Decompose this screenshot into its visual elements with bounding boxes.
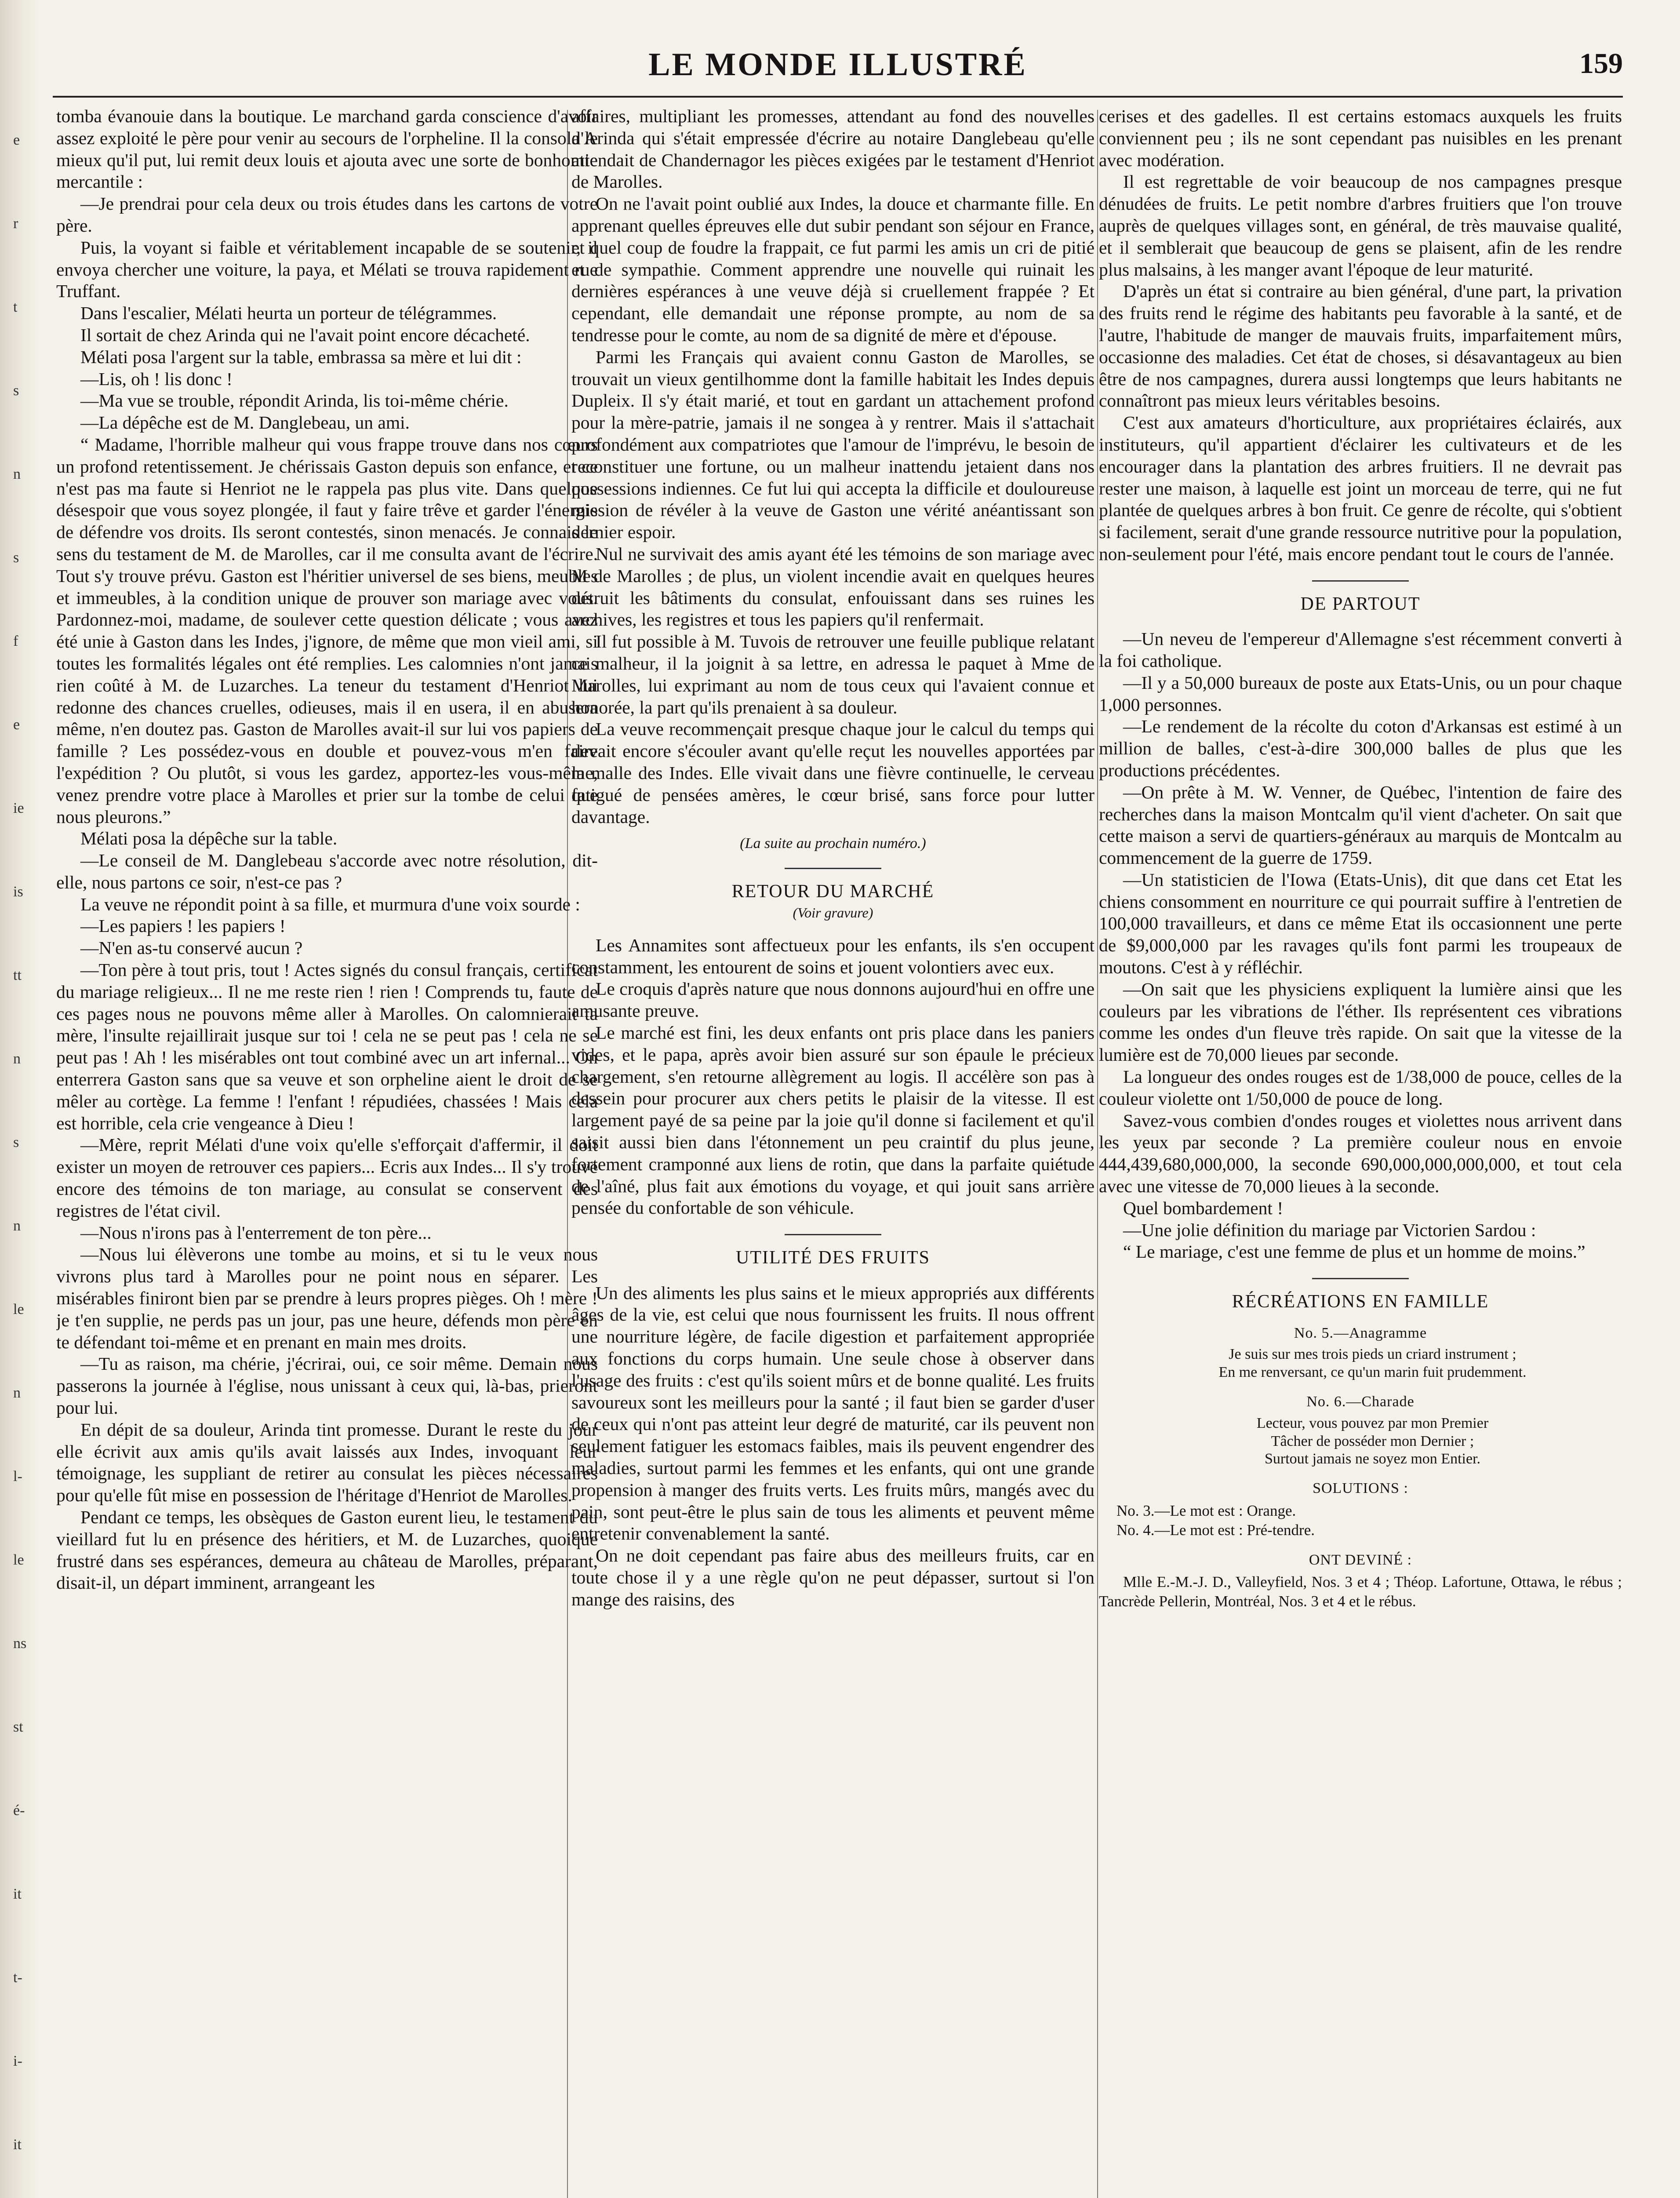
- continued-note: (La suite au prochain numéro.): [740, 835, 926, 852]
- column-separator: [1097, 110, 1098, 2198]
- column-3: [1099, 106, 1622, 2198]
- story-paragraph: —Le conseil de M. Danglebeau s'accorde avec notre résolution, dit-elle, nous partons ce soir, n'est-ce pas ?: [56, 850, 598, 892]
- story-paragraph: —Tu as raison, ma chérie, j'écrirai, oui, ce soir même. Demain nous passerons la journée à l'église, nous unissant à ceux qui, là-bas, prieront pour lui.: [56, 1354, 598, 1418]
- news-item: La longueur des ondes rouges est de 1/38,000 de pouce, celles de la couleur violette ont 1/50,000 de pouce de long.: [1099, 1066, 1622, 1109]
- article-paragraph: Le croquis d'après nature que nous donnons aujourd'hui en offre une amusante preuve.: [571, 979, 1095, 1021]
- margin-fragment: l-: [13, 1468, 22, 1485]
- article-paragraph: cerises et des gadelles. Il est certains estomacs auxquels les fruits conviennent peu ; ils ne sont cependant pas nuisibles en les prenant avec modération.: [1099, 106, 1622, 170]
- solution-line: No. 3.—Le mot est : Orange.: [1116, 1502, 1296, 1519]
- margin-fragment: it: [13, 1886, 22, 1902]
- puzzle-line: Lecteur, vous pouvez par mon Premier: [1256, 1415, 1489, 1431]
- section-title-marche: RETOUR DU MARCHÉ: [731, 881, 935, 902]
- margin-fragment: t: [13, 299, 18, 315]
- margin-fragment: i-: [13, 2053, 22, 2069]
- story-paragraph: tomba évanouie dans la boutique. Le marchand garda conscience d'avoir assez exploité le père pour venir au secours de l'orpheline. Il la consola le mieux qu'il put, lui remit deux louis et ajouta avec une sorte de bonhomie mercantile :: [56, 106, 598, 192]
- news-item: —Un statisticien de l'Iowa (Etats-Unis), dit que dans cet Etat les chiens consomment en nourriture ce qui pourrait suffire à l'entretien de 100,000 travailleurs, et dans ce même Etat ils occasionnent une perte de $9,000,000 par les ravages qu'ils font parmi les troupeaux de moutons. C'est à y réfléchir.: [1099, 869, 1622, 978]
- article-paragraph: C'est aux amateurs d'horticulture, aux propriétaires éclairés, aux instituteurs, qu'il appartient d'éclairer les cultivateurs et de les encourager dans la plantation des arbres fruitiers. Il ne devrait pas rester une maison, à laquelle est joint un morceau de terre, qui ne fut plantée de quelques arbres à bon fruit. Ce genre de récolte, qui s'obtient si facilement, serait d'une grande ressource nutritive pour la population, non-seulement pour l'été, mais encore pendant tout le cours de l'année.: [1099, 412, 1622, 564]
- news-item: Quel bombardement !: [1123, 1197, 1284, 1218]
- news-item: —Il y a 50,000 bureaux de poste aux Etats-Unis, ou un pour chaque 1,000 personnes.: [1099, 672, 1622, 715]
- margin-fragment: e: [13, 717, 20, 733]
- solution-line: No. 4.—Le mot est : Pré-tendre.: [1116, 1521, 1315, 1539]
- margin-fragment: r: [13, 215, 18, 232]
- story-paragraph: —Nous lui élèverons une tombe au moins, et si tu le veux nous vivrons plus tard à Marolles pour ne point nous en séparer. Les misérables finiront bien par se prendre à leurs propres pièges. Oh ! mère ! je t'en supplie, ne perds pas un jour, pas une heure, défends mon père en te défendant toi-même et en prenant en main mes droits.: [56, 1244, 598, 1352]
- story-paragraph: —Mère, reprit Mélati d'une voix qu'elle s'efforçait d'affermir, il doit exister un moyen de retrouver ces papiers... Ecris aux Indes... Il s'y trouve encore des témoins de ton mariage, au consulat se conservent des registres de l'état civil.: [56, 1135, 598, 1221]
- column-2: [571, 106, 1095, 2198]
- section-divider: [1312, 1278, 1409, 1279]
- article-paragraph: Il est regrettable de voir beaucoup de nos campagnes presque dénudées de fruits. Le petit nombre d'arbres fruitiers que l'on trouve auprès de quelques villages sont, en général, de très mauvaise qualité, et il semblerait que beaucoup de gens se plaisent, afin de les rendre plus malsains, à les manger avant l'époque de leur maturité.: [1099, 171, 1622, 280]
- puzzle-heading: No. 5.—Anagramme: [1294, 1325, 1427, 1341]
- margin-fragment: le: [13, 1301, 24, 1317]
- header-rule: [53, 96, 1623, 98]
- puzzle-line: Tâcher de posséder mon Dernier ;: [1271, 1433, 1474, 1449]
- margin-fragment: ie: [13, 800, 24, 816]
- story-paragraph: En dépit de sa douleur, Arinda tint promesse. Durant le reste du jour elle écrivit aux amis qu'ils avait laissés aux Indes, invoquant leur témoignage, les suppliant de retirer au consulat les pièces nécessaires pour qu'elle fût mise en possession de l'héritage d'Henriot de Marolles.: [56, 1419, 598, 1506]
- page-edge-bleed: [0, 0, 40, 2198]
- section-title-recreations: RÉCRÉATIONS EN FAMILLE: [1232, 1292, 1489, 1312]
- story-paragraph: La veuve ne répondit point à sa fille, et murmura d'une voix sourde :: [80, 894, 580, 914]
- margin-fragment: le: [13, 1552, 24, 1568]
- margin-fragment: f: [13, 633, 18, 649]
- margin-fragment: s: [13, 1134, 19, 1150]
- puzzle-line: Je suis sur mes trois pieds un criard instrument ;: [1229, 1346, 1516, 1363]
- story-paragraph: Nul ne survivait des amis ayant été les témoins de son mariage avec M de Marolles ; de plus, un violent incendie avait en quelques heures détruit les bâtiments du consulat, enfouissant dans ses ruines les archives, les registres et tous les papiers qu'il renfermait.: [571, 543, 1095, 630]
- story-paragraph: —N'en as-tu conservé aucun ?: [80, 938, 303, 958]
- page-header: [53, 42, 1623, 90]
- story-paragraph: affaires, multipliant les promesses, attendant au fond des nouvelles d'Arinda qui s'était empressée d'écrire au notaire Danglebeau qu'elle attendait de Chandernagor les pièces exigées par le testament d'Henriot de Marolles.: [571, 106, 1095, 192]
- article-paragraph: Les Annamites sont affectueux pour les enfants, ils s'en occupent constamment, les entourent de soins et jouent volontiers avec eux.: [571, 935, 1095, 977]
- section-divider: [785, 1234, 881, 1235]
- story-paragraph: Il fut possible à M. Tuvois de retrouver une feuille publique relatant ce malheur, il la joignit à sa lettre, en adressa le paquet à Mme de Marolles, lui exprimant au nom de tous ceux qui l'avaient connue et honorée, la part qu'ils prenaient à sa douleur.: [571, 631, 1095, 717]
- section-title-partout: DE PARTOUT: [1300, 593, 1421, 614]
- section-divider: [785, 868, 881, 869]
- margin-fragment: n: [13, 1385, 21, 1401]
- news-item: —Un neveu de l'empereur d'Allemagne s'est récemment converti à la foi catholique.: [1099, 629, 1622, 671]
- story-paragraph: —Ma vue se trouble, répondit Arinda, lis toi-même chérie.: [80, 390, 509, 411]
- story-paragraph: Dans l'escalier, Mélati heurta un porteur de télégrammes.: [80, 303, 497, 324]
- devine-heading: ONT DEVINÉ :: [1309, 1551, 1412, 1568]
- story-paragraph: Pendant ce temps, les obsèques de Gaston eurent lieu, le testament du vieillard fut lu en présence des héritiers, et M. de Luzarches, quoique frustré dans ses espérances, demeura au château de Marolles, préparant, disait-il, un départ imminent, arrangeant les: [56, 1507, 598, 1593]
- story-paragraph: —Ton père à tout pris, tout ! Actes signés du consul français, certificat du mariage religieux... Il ne me reste rien ! rien ! Comprends tu, faute de ces pages nous ne pouvons même aller à Marolles. On calomnierait ta mère, l'insulte rejaillirait jusque sur toi ! cela ne se peut pas ! cela ne se peut pas ! Ah ! les misérables ont tout combiné avec un art infernal... On enterrera Gaston sans que sa veuve et son orpheline aient le droit de se mêler au cortège. La femme ! l'enfant ! répudiées, chassées ! Mais cela est horrible, cela crie vengeance à Dieu !: [56, 960, 598, 1133]
- margin-fragment: ns: [13, 1635, 27, 1652]
- margin-fragment: n: [13, 466, 21, 482]
- devine-text: Mlle E.-M.-J. D., Valleyfield, Nos. 3 et 4 ; Théop. Lafortune, Ottawa, le rébus ; Tancrède Pellerin, Montréal, Nos. 3 et 4 et le rébus.: [1099, 1573, 1622, 1610]
- margin-fragment: s: [13, 550, 19, 566]
- telegram-quote: “ Madame, l'horrible malheur qui vous frappe trouve dans nos cœurs un profond retentissement. Je chérissais Gaston depuis son enfance, et ce n'est pas ma faute si Henriot ne le rappela pas plus vite. Dans quelque désespoir que vous soyez plongée, il faut y faire trêve et garder l'énergie de défendre vos droits. Ils seront contestés, sinon menacés. Je connais le sens du testament de M. de Marolles, car il me consulta avant de l'écrire. Tout s'y trouve prévu. Gaston est l'héritier universel de ses biens, meubles et immeubles, à la condition unique de prouver son mariage avec vous. Pardonnez-moi, madame, de soulever cette question délicate ; vous avez été unie à Gaston dans les Indes, j'ignore, de même que mon vieil ami, si toutes les formalités légales ont été remplies. Les calomnies n'ont jamais rien coûté à M. de Luzarches. La teneur du testament d'Henriot lui redonne des chances cruelles, odieuses, mais il en usera, il en abusera même, n'en doutez pas. Gaston de Marolles avait-il sur lui vos papiers de famille ? Les possédez-vous en double et pouvez-vous m'en faire l'expédition ? Ou plutôt, si vous les gardez, apportez-les vous-même, venez prendre votre place à Marolles et prier sur la tombe de celui que nous pleurons.”: [56, 434, 598, 827]
- puzzle-line: Surtout jamais ne soyez mon Entier.: [1264, 1451, 1481, 1467]
- news-item: “ Le mariage, c'est une femme de plus et un homme de moins.”: [1123, 1241, 1585, 1262]
- margin-fragment: st: [13, 1719, 23, 1735]
- puzzle-line: En me renversant, ce qu'un marin fuit prudemment.: [1218, 1364, 1527, 1381]
- margin-fragment: t-: [13, 1969, 22, 1986]
- story-paragraph: Puis, la voyant si faible et véritablement incapable de se soutenir, il envoya chercher une voiture, la paya, et Mélati se trouva rapidement rue Truffant.: [56, 237, 598, 302]
- news-item: Savez-vous combien d'ondes rouges et violettes nous arrivent dans les yeux par seconde ? La première couleur nous en envoie 444,439,680,000,000, la seconde 690,000,000,000,000, et tout cela avec une vitesse de 70,000 lieues à la seconde.: [1099, 1110, 1622, 1197]
- margin-fragment: it: [13, 2136, 22, 2153]
- margin-fragment: é-: [13, 1802, 25, 1819]
- story-paragraph: Parmi les Français qui avaient connu Gaston de Marolles, se trouvait un vieux gentilhomme dont la famille habitait les Indes depuis Dupleix. Il s'y était marié, et tout en gardant un attachement profond pour la mère-patrie, jamais il ne songea à y rentrer. Mais il s'attachait profondément aux compatriotes que l'amour de l'imprévu, le besoin de reconstituer une fortune, ou un malheur inattendu jetaient dans nos possessions indiennes. Ce fut lui qui accepta la difficile et douloureuse mission de révéler à la veuve de Gaston une vérité anéantissant son dernier espoir.: [571, 346, 1095, 542]
- article-paragraph: Le marché est fini, les deux enfants ont pris place dans les paniers vides, et le papa, après avoir bien assuré sur son épaule le précieux chargement, s'en retourne allègrement au logis. Il accélère son pas à dessein pour procurer aux chers petits le plaisir de la vitesse. Il est largement payé de sa peine par la joie qu'il donne si facilement et qu'il saisit aussi bien dans l'étonnement un peu craintif du plus jeune, fortement cramponné aux liens de rotin, que dans la parfaite quiétude de l'aîné, plus fait aux émotions du voyage, et qui jouit sans arrière pensée du confortable de son véhicule.: [571, 1023, 1095, 1218]
- margin-fragment: is: [13, 884, 23, 900]
- story-paragraph: Mélati posa l'argent sur la table, embrassa sa mère et lui dit :: [80, 346, 522, 367]
- story-paragraph: —Nous n'irons pas à l'enterrement de ton père...: [80, 1222, 432, 1243]
- story-paragraph: —Lis, oh ! lis donc !: [80, 368, 233, 389]
- story-paragraph: —La dépêche est de M. Danglebeau, un ami.: [80, 412, 410, 433]
- story-paragraph: La veuve recommençait presque chaque jour le calcul du temps qui devait encore s'écouler avant qu'elle reçut les nouvelles apportées par la malle des Indes. Elle vivait dans une fièvre continuelle, le cerveau fatigué de pensées amères, le cœur brisé, sans force pour lutter davantage.: [571, 719, 1095, 827]
- column-1-serial-story: [56, 106, 598, 2198]
- masthead-title: LE MONDE ILLUSTRÉ: [648, 47, 1027, 83]
- section-title-fruits: UTILITÉ DES FRUITS: [736, 1248, 930, 1268]
- article-paragraph: On ne doit cependant pas faire abus des meilleurs fruits, car en toute chose il y a une règle qu'on ne peut dépasser, surtout si l'on mange des raisins, des: [571, 1545, 1095, 1609]
- section-subtitle-marche: (Voir gravure): [793, 905, 873, 921]
- story-paragraph: Il sortait de chez Arinda qui ne l'avait point encore décacheté.: [80, 324, 530, 345]
- margin-fragment: tt: [13, 967, 22, 983]
- story-paragraph: —Les papiers ! les papiers !: [80, 916, 286, 936]
- article-paragraph: Un des aliments les plus sains et le mieux appropriés aux différents âges de la vie, est celui que nous fournissent les fruits. Il nous offrent une nourriture légère, de facile digestion et parfaitement appropriée aux fonctions du corps humain. Une seule chose à observer dans l'usage des fruits : c'est qu'ils soient mûrs et de bonne qualité. Les fruits savoureux sont les meilleurs pour la santé ; il faut bien se garder d'user de ceux qui n'ont pas atteint leur degré de maturité, car ils peuvent non seulement fatiguer les estomacs faibles, mais ils peuvent engendrer des maladies, surtout parmi les femmes et les enfants, qui ont une grande propension à manger des fruits verts. Les fruits mûrs, mangés avec du pain, sont peut-être le plus sain de tous les aliments et peuvent même entretenir convenablement la santé.: [571, 1282, 1095, 1544]
- solutions-heading: SOLUTIONS :: [1313, 1480, 1408, 1497]
- puzzle-heading: No. 6.—Charade: [1306, 1394, 1415, 1410]
- margin-fragment: n: [13, 1051, 21, 1067]
- section-divider: [1312, 580, 1409, 582]
- story-paragraph: Mélati posa la dépêche sur la table.: [80, 828, 338, 849]
- article-paragraph: D'après un état si contraire au bien général, d'une part, la privation des fruits rend le régime des habitants peu favorable à la santé, et de l'autre, l'habitude de manger de mauvais fruits, imparfaitement mûrs, occasionne des maladies. Cet état de choses, si désavantageux au bien être de nos campagnes, durera aussi longtemps que leurs habitants ne connaîtront pas mieux leurs véritables besoins.: [1099, 281, 1622, 411]
- story-paragraph: On ne l'avait point oublié aux Indes, la douce et charmante fille. En apprenant quelles épreuves elle dut subir pendant son séjour en France, et quel coup de foudre la frappait, ce fut parmi les amis un cri de pitié et de sympathie. Comment apprendre une nouvelle qui ruinait les dernières espérances à une veuve déjà si cruellement frappée ? Et cependant, elle demandait une réponse prompte, au nom de sa tendresse pour le comte, au nom de sa dignité de mère et d'épouse.: [571, 193, 1095, 345]
- news-item: —On prête à M. W. Venner, de Québec, l'intention de faire des recherches dans la maison Montcalm qu'il vient d'acheter. On sait que cette maison a servi de quartiers-généraux au marquis de Montcalm au commencement de la guerre de 1759.: [1099, 782, 1622, 868]
- story-paragraph: —Je prendrai pour cela deux ou trois études dans les cartons de votre père.: [56, 193, 598, 236]
- news-item: —On sait que les physiciens expliquent la lumière ainsi que les couleurs par les vibrations de l'éther. Ils représentent ces vibrations comme les ondes d'un fleuve très rapide. On sait que la vitesse de la lumière est de 70,000 lieues par seconde.: [1099, 979, 1622, 1065]
- margin-fragment: s: [13, 382, 19, 399]
- margin-fragment: e: [13, 132, 20, 148]
- news-item: —Une jolie définition du mariage par Victorien Sardou :: [1123, 1219, 1536, 1240]
- margin-fragment: n: [13, 1218, 21, 1234]
- news-item: —Le rendement de la récolte du coton d'Arkansas est estimé à un million de balles, c'est-à-dire 300,000 balles de plus que les productions précédentes.: [1099, 716, 1622, 780]
- page-number: 159: [1579, 47, 1623, 80]
